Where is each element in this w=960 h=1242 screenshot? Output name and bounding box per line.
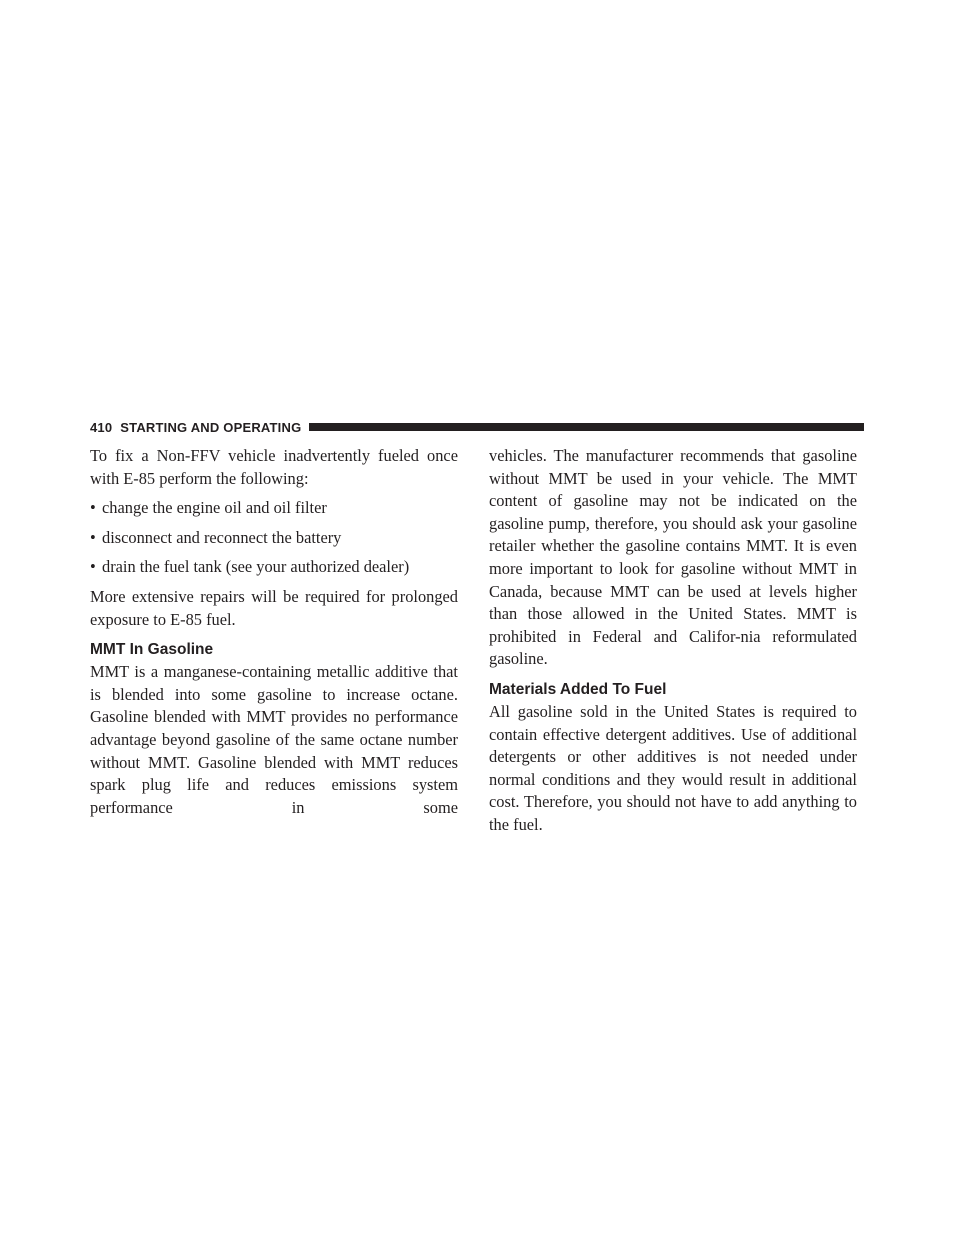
materials-paragraph: All gasoline sold in the United States is required to contain effective detergent additives. Use of additional detergents or other additives is not needed under normal conditions and they would result in additional cost. Therefore, you should not have to add anything to the fuel. <box>489 701 857 834</box>
bullet-icon: • <box>90 527 96 547</box>
list-item <box>90 497 458 520</box>
mmt-heading: MMT In Gasoline <box>90 641 214 659</box>
materials-heading: Materials Added To Fuel <box>489 680 667 698</box>
mmt-continued-paragraph: vehicles. The manufacturer recommends that gasoline without MMT be used in your vehicle. The MMT content of gasoline may not be indicated on the gasoline pump, therefore, you should ask your gasoline retailer whether the gasoline contains MMT. It is even more important to look for gasoline without MMT in Canada, because MMT can be used at levels higher than those allowed in the United States. MMT is prohibited in Federal and Califor-nia reformulated gasoline. <box>489 446 857 669</box>
header-rule <box>309 423 864 431</box>
section-title: STARTING AND OPERATING <box>120 419 302 435</box>
mmt-paragraph: MMT is a manganese-containing metallic additive that is blended into some gasoline to increase octane. Gasoline blended with MMT provides no performance advantage beyond gasoline of the same octane number without MMT. Gasoline blended with MMT reduces spark plug life and reduces emissions system performance in some <box>90 662 458 817</box>
right-column <box>489 445 857 837</box>
list-item <box>90 527 458 550</box>
repair-steps-list <box>90 497 458 579</box>
list-item-text: disconnect and reconnect the battery <box>102 527 342 547</box>
list-item <box>90 556 458 579</box>
intro-paragraph: To fix a Non-FFV vehicle inadvertently fueled once with E-85 perform the following: <box>90 446 458 488</box>
more-repairs-paragraph: More extensive repairs will be required for prolonged exposure to E-85 fuel. <box>90 586 458 629</box>
list-item-text: change the engine oil and oil filter <box>102 498 327 518</box>
left-column <box>90 445 458 819</box>
page-number: 410 <box>90 419 113 435</box>
bullet-icon: • <box>90 498 96 518</box>
page-header <box>90 417 864 437</box>
list-item-text: drain the fuel tank (see your authorized dealer) <box>102 557 410 577</box>
bullet-icon: • <box>90 557 96 577</box>
